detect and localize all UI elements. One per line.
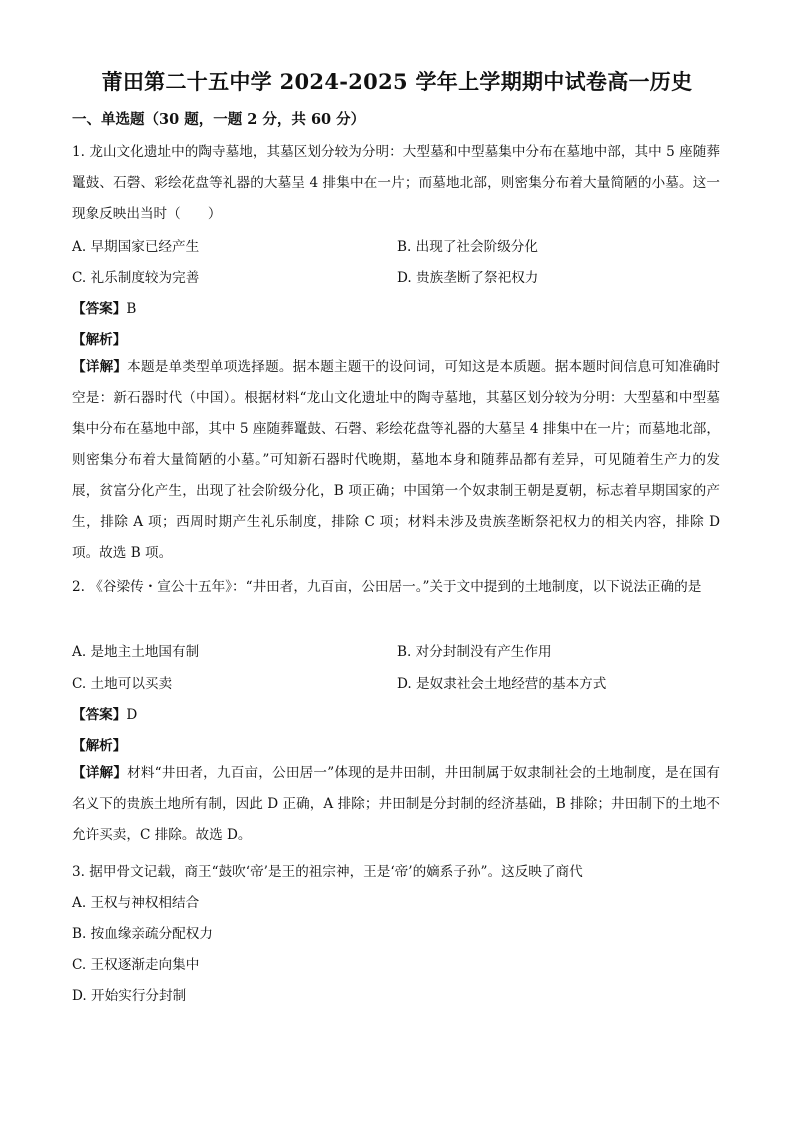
question-2-option-b: B. 对分封制没有产生作用 xyxy=(397,644,552,660)
question-2-stem: 2. 《谷梁传・宣公十五年》：“井田者，九百亩，公田居一。”关于文中提到的土地制度，以下说法正确的是 xyxy=(72,579,702,595)
question-1-detail xyxy=(72,352,720,569)
question-3-option-d: D. 开始实行分封制 xyxy=(72,988,187,1004)
answer-value: D xyxy=(126,707,138,723)
answer-value: B xyxy=(126,301,137,317)
detail-label: 【详解】 xyxy=(72,359,128,375)
answer-label: 【答案】 xyxy=(72,301,127,317)
question-2-option-a: A. 是地主土地国有制 xyxy=(72,644,200,660)
analysis-label: 【解析】 xyxy=(72,332,127,348)
detail-text: 本题是单类型单项选择题。据本题主题干的设问词，可知这是本质题。据本题时间信息可知准确时空是：新石器时代（中国）。根据材料“龙山文化遗址中的陶寺墓地，其墓区划分较为分明：大型墓和中型墓集中分布在墓地中部，其中 5 座随葬鼍鼓、石磬、彩绘花盘等礼器的大墓呈 4 排集中在一片；而墓地北部，则密集分布着大量简陋的小墓。”可知新石器时代晚期，墓地本身和随葬品都有差异，可见随着生产力的发展，贫富分化产生，出现了社会阶级分化，B 项正确；中国第一个奴隶制王朝是夏朝，标志着早期国家的产生，排除 A 项；西周时期产生礼乐制度，排除 C 项；材料未涉及贵族垄断祭祀权力的相关内容，排除 D 项。故选 B 项。 xyxy=(72,359,721,561)
question-1-analysis-label xyxy=(72,328,126,348)
question-3-stem: 3. 据甲骨文记载，商王“鼓吹‘帝’是王的祖宗神，王是‘帝’的嫡系子孙”。这反映了商代 xyxy=(72,864,583,880)
question-2-option-c: C. 土地可以买卖 xyxy=(72,676,173,692)
question-3-option-a: A. 王权与神权相结合 xyxy=(72,895,200,911)
question-1-option-b: B. 出现了社会阶级分化 xyxy=(397,239,538,255)
detail-text: 材料“井田者，九百亩，公田居一”体现的是井田制，井田制属于奴隶制社会的土地制度，是在国有名义下的贵族土地所有制，因此 D 正确，A 排除；井田制是分封制的经济基础，B 排除；井田制下的土地不允许买卖，C 排除。故选 D。 xyxy=(72,765,720,843)
answer-label: 【答案】 xyxy=(72,707,127,723)
question-1-stem: 1. 龙山文化遗址中的陶寺墓地，其墓区划分较为分明：大型墓和中型墓集中分布在墓地中部，其中 5 座随葬鼍鼓、石磬、彩绘花盘等礼器的大墓呈 4 排集中在一片；而墓地北部，则密集分布着大量简陋的小墓。这一现象反映出当时（ ） xyxy=(72,144,720,222)
question-2-option-d: D. 是奴隶社会土地经营的基本方式 xyxy=(397,676,607,692)
question-1-option-d: D. 贵族垄断了祭祀权力 xyxy=(397,270,539,286)
question-2-analysis-label xyxy=(72,734,126,754)
detail-label: 【详解】 xyxy=(72,765,128,781)
question-3-option-b: B. 按血缘亲疏分配权力 xyxy=(72,926,213,942)
question-2-detail xyxy=(72,758,720,851)
analysis-label: 【解析】 xyxy=(72,738,127,754)
question-2-answer xyxy=(72,703,137,723)
question-1-option-c: C. 礼乐制度较为完善 xyxy=(72,270,200,286)
question-3-option-c: C. 王权逐渐走向集中 xyxy=(72,957,200,973)
question-1-answer xyxy=(72,297,136,317)
question-1-option-a: A. 早期国家已经产生 xyxy=(72,239,200,255)
page-title: 莆田第二十五中学 2024-2025 学年上学期期中试卷高一历史 xyxy=(101,69,693,94)
section-heading: 一、单选题（30 题，一题 2 分，共 60 分） xyxy=(72,111,366,128)
